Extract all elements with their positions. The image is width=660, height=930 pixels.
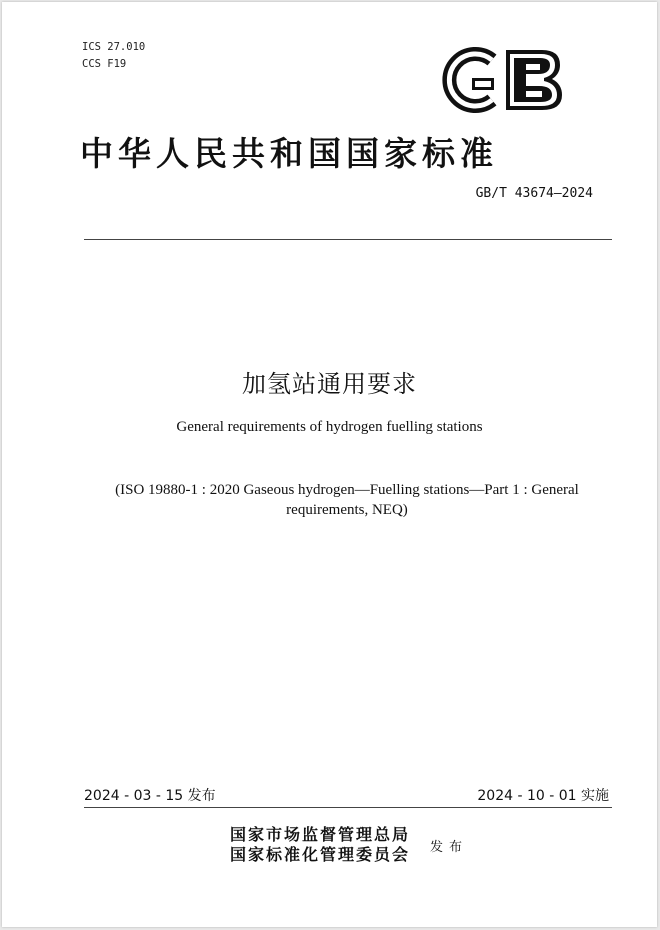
publish-label: 发布	[430, 840, 469, 855]
ics-code: ICS 27.010	[82, 41, 146, 53]
english-title: General requirements of hydrogen fuelling stations	[176, 419, 483, 435]
document-page	[2, 2, 657, 927]
footer-divider	[84, 807, 612, 808]
header-divider	[84, 239, 612, 240]
standard-type-heading: 中华人民共和国国家标准	[80, 134, 498, 173]
issue-date: 2024 - 03 - 15 发布	[84, 788, 216, 804]
publishing-organizations	[230, 825, 410, 865]
implementation-date: 2024 - 10 - 01 实施	[477, 788, 609, 804]
standard-number: GB/T 43674—2024	[475, 186, 593, 201]
chinese-title: 加氢站通用要求	[242, 370, 417, 398]
gb-logo-icon	[434, 46, 564, 114]
iso-reference: (ISO 19880-1 : 2020 Gaseous hydrogen—Fuelling stations—Part 1 : General requirements, NEQ)	[115, 482, 579, 518]
classification-codes	[82, 39, 145, 73]
publisher-samr: 国家市场监督管理总局	[230, 825, 411, 844]
publisher-sac: 国家标准化管理委员会	[230, 845, 411, 864]
ccs-code: CCS F19	[82, 58, 127, 70]
